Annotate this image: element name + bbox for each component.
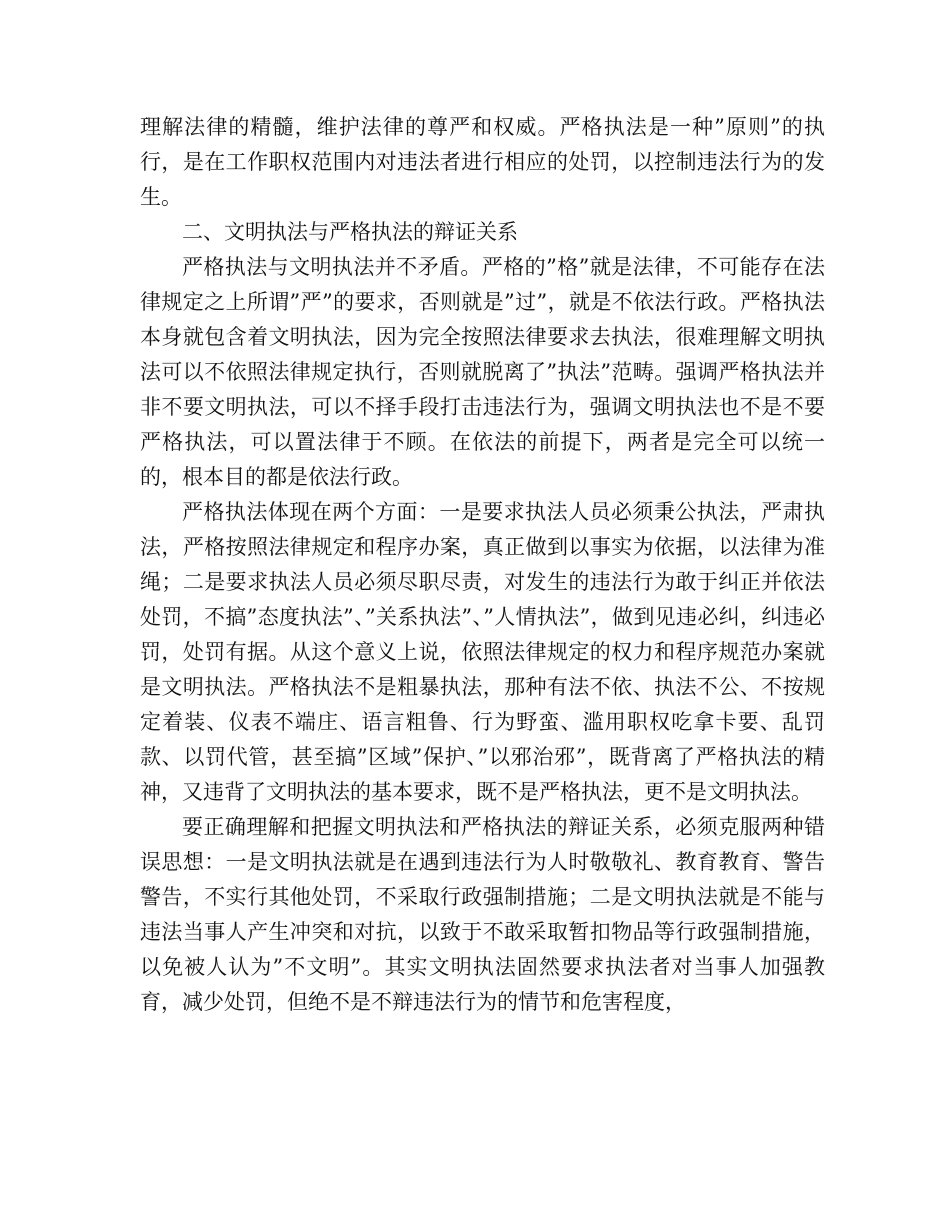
paragraph-2: 严格执法与文明执法并不矛盾。严格的”格”就是法律，不可能存在法律规定之上所谓”严”的要求，否则就是”过”，就是不依法行政。严格执法本身就包含着文明执法，因为完全按照法律要求去执法，很难理解文明执法可以不依照法律规定执行，否则就脱离了”执法”范畴。强调严格执法并非不要文明执法，可以不择手段打击违法行为，强调文明执法也不是不要严格执法，可以置法律于不顾。在依法的前提下，两者是完全可以统一的，根本目的都是依法行政。 [140,255,825,489]
paragraph-1: 理解法律的精髓，维护法律的尊严和权威。严格执法是一种”原则”的执行，是在工作职权范围内对违法者进行相应的处罚，以控制违法行为的发生。 [140,115,825,209]
paragraph-4: 要正确理解和把握文明执法和严格执法的辩证关系，必须克服两种错误思想：一是文明执法就是在遇到违法行为人时敬敬礼、教育教育、警告警告，不实行其他处罚，不采取行政强制措施；二是文明执法就是不能与违法当事人产生冲突和对抗，以致于不敢采取暂扣物品等行政强制措施，以免被人认为”不文明”。其实文明执法固然要求执法者对当事人加强教育，减少处罚，但绝不是不辩违法行为的情节和危害程度， [140,815,825,1014]
paragraph-3: 严格执法体现在两个方面：一是要求执法人员必须秉公执法，严肃执法，严格按照法律规定和程序办案，真正做到以事实为依据，以法律为准绳；二是要求执法人员必须尽职尽责，对发生的违法行为敢于纠正并依法处罚，不搞”态度执法”、”关系执法”、”人情执法”，做到见违必纠，纠违必罚，处罚有据。从这个意义上说，依照法律规定的权力和程序规范办案就是文明执法。严格执法不是粗暴执法，那种有法不依、执法不公、不按规定着装、仪表不端庄、语言粗鲁、行为野蛮、滥用职权吃拿卡要、乱罚款、以罚代管，甚至搞”区域”保护、”以邪治邪”，既背离了严格执法的精神，又违背了文明执法的基本要求，既不是严格执法，更不是文明执法。 [140,500,825,804]
section-heading: 二、文明执法与严格执法的辩证关系 [182,220,518,244]
document-body [140,110,825,1020]
